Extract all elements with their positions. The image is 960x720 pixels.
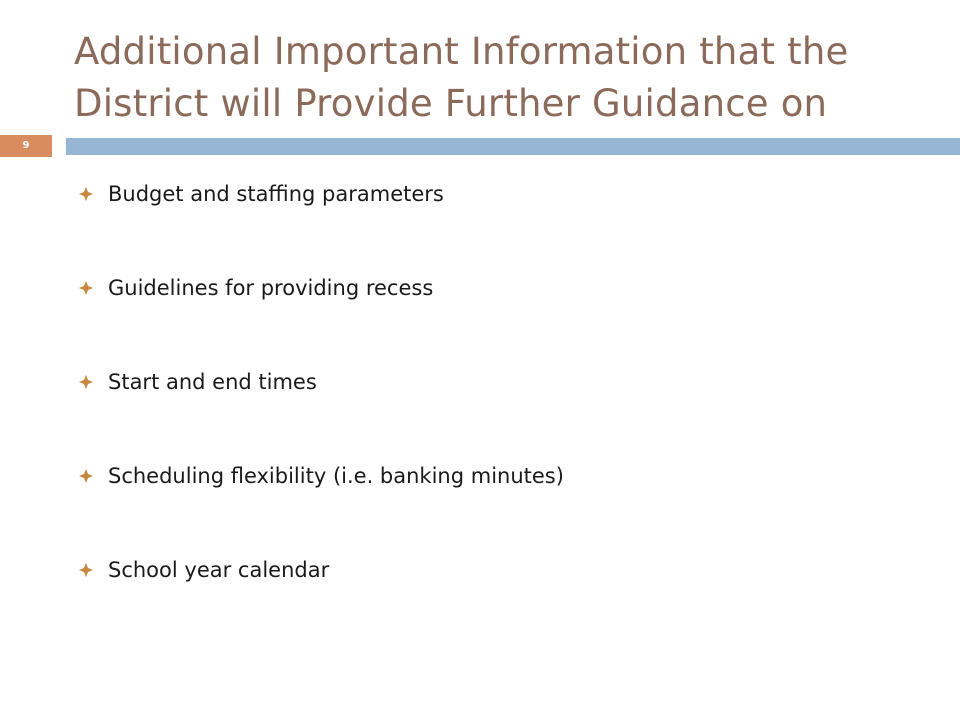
bullet-text: Start and end times [108, 370, 317, 394]
bullet-text: Budget and staffing parameters [108, 182, 444, 206]
diamond-bullet-icon [78, 562, 94, 578]
diamond-bullet-icon [78, 468, 94, 484]
bullet-item [78, 176, 564, 212]
bullet-list [78, 176, 564, 646]
title-rule-bar [66, 138, 960, 155]
slide-title-line-2: District will Provide Further Guidance on [74, 82, 828, 125]
bullet-item [78, 270, 564, 306]
diamond-bullet-icon [78, 186, 94, 202]
page-number: 9 [0, 135, 52, 157]
bullet-text: Scheduling flexibility (i.e. banking minutes) [108, 464, 564, 488]
slide-title-line-1: Additional Important Information that the [74, 30, 849, 73]
slide-title [74, 26, 934, 130]
bullet-item [78, 552, 564, 588]
bullet-text: School year calendar [108, 558, 330, 582]
bullet-text: Guidelines for providing recess [108, 276, 434, 300]
bullet-item [78, 458, 564, 494]
diamond-bullet-icon [78, 374, 94, 390]
diamond-bullet-icon [78, 280, 94, 296]
bullet-item [78, 364, 564, 400]
